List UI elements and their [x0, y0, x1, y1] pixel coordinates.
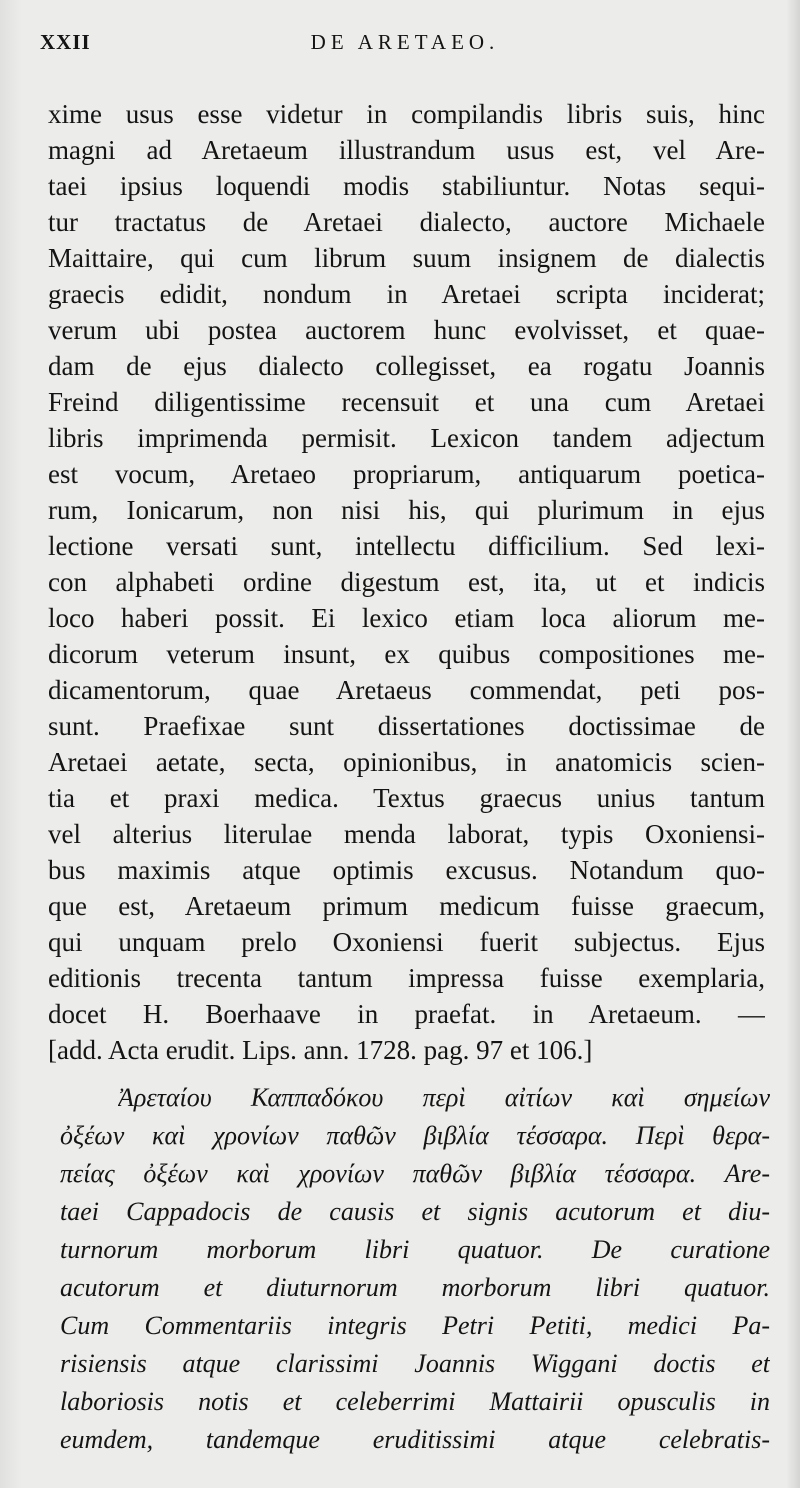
title-line: eumdem, tandemque eruditissimi atque celebratis- — [60, 1425, 770, 1454]
text-line: con alphabeti ordine digestum est, ita, ut et indicis — [48, 567, 765, 597]
text-line: [add. Acta erudit. Lips. ann. 1728. pag. 97 et 106.] — [48, 1035, 593, 1065]
title-line: risiensis atque clarissimi Joannis Wiggani doctis et — [60, 1349, 770, 1378]
title-line: Cum Commentariis integris Petri Petiti, medici Pa- — [60, 1311, 770, 1340]
text-line: dicamentorum, quae Aretaeus commendat, peti pos- — [48, 675, 765, 705]
text-line: est vocum, Aretaeo propriarum, antiquarum poetica- — [48, 459, 765, 489]
title-line: ὀξέων καὶ χρονίων παθῶν βιβλία τέσσαρα. Περὶ θερα- — [60, 1121, 770, 1150]
text-line: Freind diligentissime recensuit et una cum Aretaei — [48, 387, 765, 417]
text-line: tur tractatus de Aretaei dialecto, auctore Michaele — [48, 207, 765, 237]
text-line: verum ubi postea auctorem hunc evolvisset, et quae- — [48, 315, 765, 345]
title-line: taei Cappadocis de causis et signis acutorum et diu- — [60, 1197, 770, 1226]
text-line: libris imprimenda permisit. Lexicon tandem adjectum — [48, 423, 765, 453]
page-number: XXII — [40, 30, 91, 54]
text-line: xime usus esse videtur in compilandis libris suis, hinc — [48, 99, 765, 129]
text-line: dicorum veterum insunt, ex quibus compositiones me- — [48, 639, 765, 669]
title-line: acutorum et diuturnorum morborum libri quatuor. — [60, 1273, 770, 1302]
text-line: loco haberi possit. Ei lexico etiam loca aliorum me- — [48, 603, 765, 633]
text-line: Maittaire, qui cum librum suum insignem de dialectis — [48, 243, 765, 273]
running-head — [40, 30, 770, 64]
text-line: rum, Ionicarum, non nisi his, qui plurimum in ejus — [48, 495, 765, 525]
text-line: editionis trecenta tantum impressa fuisse exemplaria, — [48, 963, 765, 993]
text-line: bus maximis atque optimis excusus. Notandum quo- — [48, 855, 765, 885]
text-line: graecis edidit, nondum in Aretaei scripta inciderat; — [48, 279, 765, 309]
title-line: πείας ὀξέων καὶ χρονίων παθῶν βιβλία τέσσαρα. Are- — [60, 1159, 770, 1188]
title-line: turnorum morborum libri quatuor. De curatione — [60, 1235, 770, 1264]
title-line: laboriosis notis et celeberrimi Mattairii opusculis in — [60, 1387, 770, 1416]
title-line: Ἀρεταίου Καππαδόκου περὶ αἰτίων καὶ σημείων — [118, 1083, 770, 1112]
text-line: sunt. Praefixae sunt dissertationes doctissimae de — [48, 711, 765, 741]
text-line: que est, Aretaeum primum medicum fuisse graecum, — [48, 891, 765, 921]
text-line: taei ipsius loquendi modis stabiliuntur. Notas sequi- — [48, 171, 765, 201]
text-line: qui unquam prelo Oxoniensi fuerit subjectus. Ejus — [48, 927, 765, 957]
text-line: vel alterius literulae menda laborat, typis Oxoniensi- — [48, 819, 765, 849]
text-line: Aretaei aetate, secta, opinionibus, in anatomicis scien- — [48, 747, 765, 777]
text-line: dam de ejus dialecto collegisset, ea rogatu Joannis — [48, 351, 765, 381]
text-line: tia et praxi medica. Textus graecus unius tantum — [48, 783, 765, 813]
text-line: magni ad Aretaeum illustrandum usus est, vel Are- — [48, 135, 765, 165]
text-line: lectione versati sunt, intellectu difficilium. Sed lexi- — [48, 531, 765, 561]
text-line: docet H. Boerhaave in praefat. in Aretaeum. — — [48, 999, 765, 1029]
running-title: DE ARETAEO. — [310, 30, 500, 54]
